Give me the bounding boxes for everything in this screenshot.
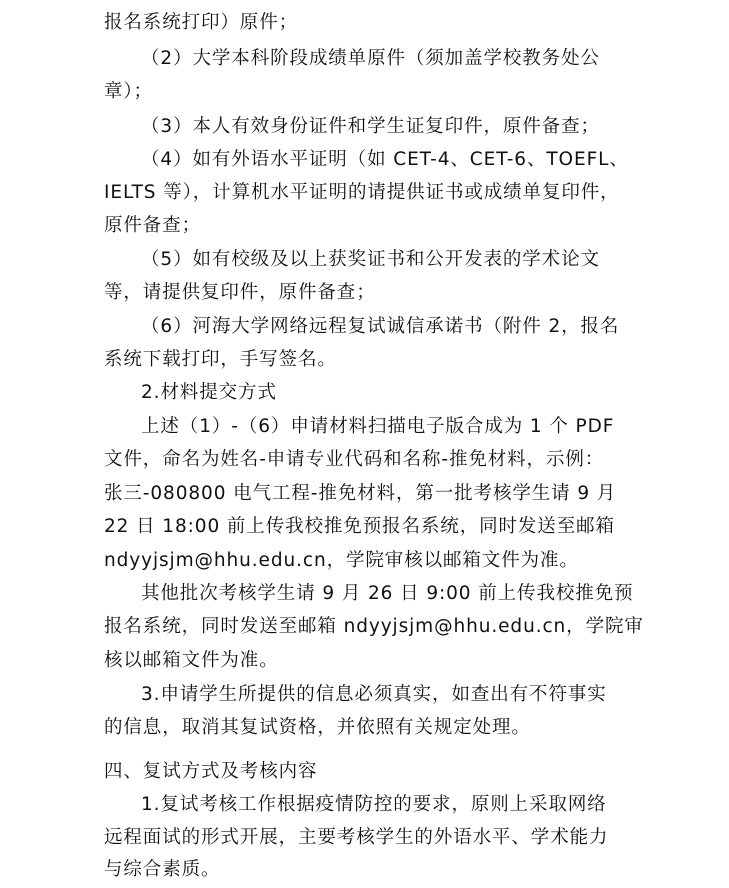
section-heading: 四、复试方式及考核内容	[104, 761, 318, 782]
text-line: ndyyjsjm@hhu.edu.cn，学院审核以邮箱文件为准。	[104, 550, 579, 571]
text-line: 核以邮箱文件为准。	[104, 650, 279, 671]
text-line: 章）；	[104, 81, 153, 102]
text-line: 原件备查；	[104, 215, 202, 236]
text-line: 文件，命名为姓名-申请专业代码和名称-推免材料，示例：	[104, 449, 605, 470]
section-subheading: 2.材料提交方式	[141, 382, 277, 403]
text-line: （4）如有外语水平证明（如 CET-4、CET-6、TOEFL、	[141, 149, 629, 170]
text-line: 系统下载打印，手写签名。	[104, 349, 337, 370]
text-line: 其他批次考核学生请 9 月 26 日 9:00 前上传我校推免预	[141, 583, 634, 604]
text-line: （6）河海大学网络远程复试诚信承诺书（附件 2，报名	[141, 316, 620, 337]
text-line: 的信息，取消其复试资格，并依照有关规定处理。	[104, 717, 531, 738]
text-line: 远程面试的形式开展，主要考核学生的外语水平、学术能力	[104, 827, 609, 848]
text-line: 报名系统打印）原件；	[104, 12, 299, 33]
text-line: （2）大学本科阶段成绩单原件（须加盖学校教务处公	[141, 48, 600, 69]
text-line: 3.申请学生所提供的信息必须真实，如查出有不符事实	[141, 684, 607, 705]
text-line: IELTS 等），计算机水平证明的请提供证书或成绩单复印件，	[104, 182, 620, 203]
text-line: 与综合素质。	[104, 859, 221, 880]
text-line: （5）如有校级及以上获奖证书和公开发表的学术论文	[141, 249, 600, 270]
text-line: 上述（1）-（6）申请材料扫描电子版合成为 1 个 PDF	[141, 416, 615, 437]
text-line: （3）本人有效身份证件和学生证复印件，原件备查；	[141, 116, 600, 137]
text-line: 报名系统，同时发送至邮箱 ndyyjsjm@hhu.edu.cn，学院审	[104, 616, 644, 637]
text-line: 22 日 18:00 前上传我校推免预报名系统，同时发送至邮箱	[104, 516, 615, 537]
text-line: 1.复试考核工作根据疫情防控的要求，原则上采取网络	[141, 794, 607, 815]
text-line: 等，请提供复印件，原件备查；	[104, 282, 376, 303]
text-line: 张三-080800 电气工程-推免材料，第一批考核学生请 9 月	[104, 483, 617, 504]
